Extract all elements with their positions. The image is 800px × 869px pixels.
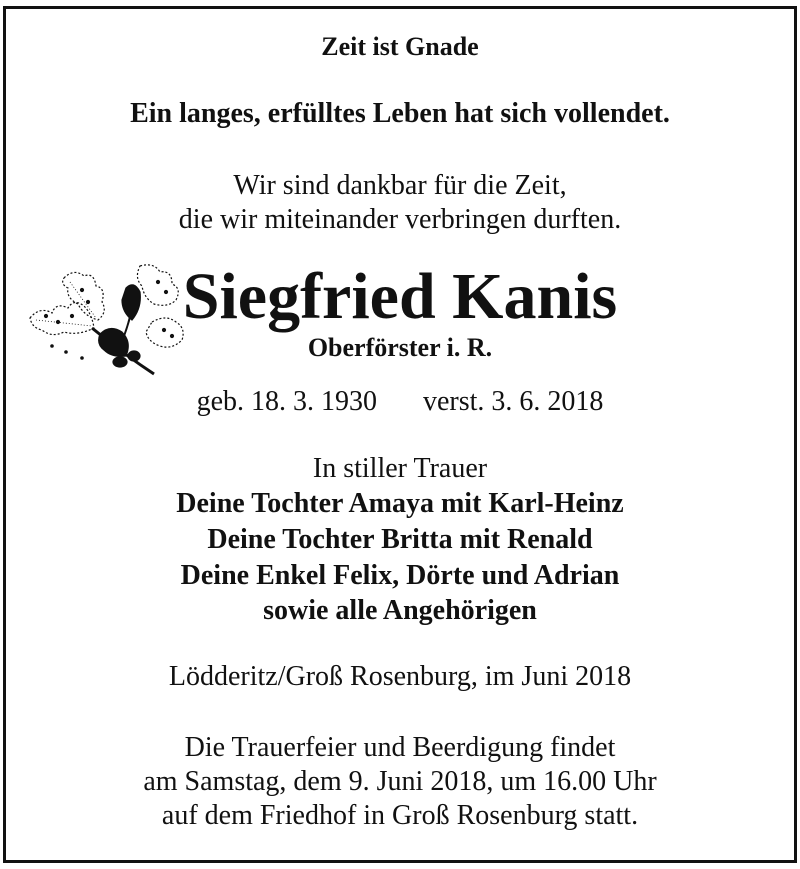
deceased-name: Siegfried Kanis [182, 260, 618, 333]
place-date: Lödderitz/Groß Rosenburg, im Juni 2018 [168, 661, 632, 692]
life-dates [0, 388, 800, 416]
mourner-line: Deine Tochter Britta mit Renald [207, 524, 593, 555]
funeral-line: auf dem Friedhof in Groß Rosenburg statt. [161, 800, 639, 831]
birth-date: geb. 18. 3. 1930 [196, 386, 377, 417]
mourner-line: Deine Enkel Felix, Dörte und Adrian [180, 560, 620, 591]
funeral-line: Die Trauerfeier und Beerdigung findet [184, 732, 616, 763]
death-date: verst. 3. 6. 2018 [423, 386, 604, 417]
thanks-line-1: Wir sind dankbar für die Zeit, [233, 170, 567, 201]
subtitle: Ein langes, erfülltes Leben hat sich vollendet. [130, 98, 670, 129]
deceased-title: Oberförster i. R. [307, 333, 493, 362]
mourner-line: sowie alle Angehörigen [263, 595, 537, 626]
mourner-line: Deine Tochter Amaya mit Karl-Heinz [176, 488, 624, 519]
mourning-intro: In stiller Trauer [312, 453, 488, 484]
motto: Zeit ist Gnade [321, 32, 479, 61]
thanks-line-2: die wir miteinander verbringen durften. [178, 204, 622, 235]
funeral-line: am Samstag, dem 9. Juni 2018, um 16.00 Uhr [143, 766, 657, 797]
